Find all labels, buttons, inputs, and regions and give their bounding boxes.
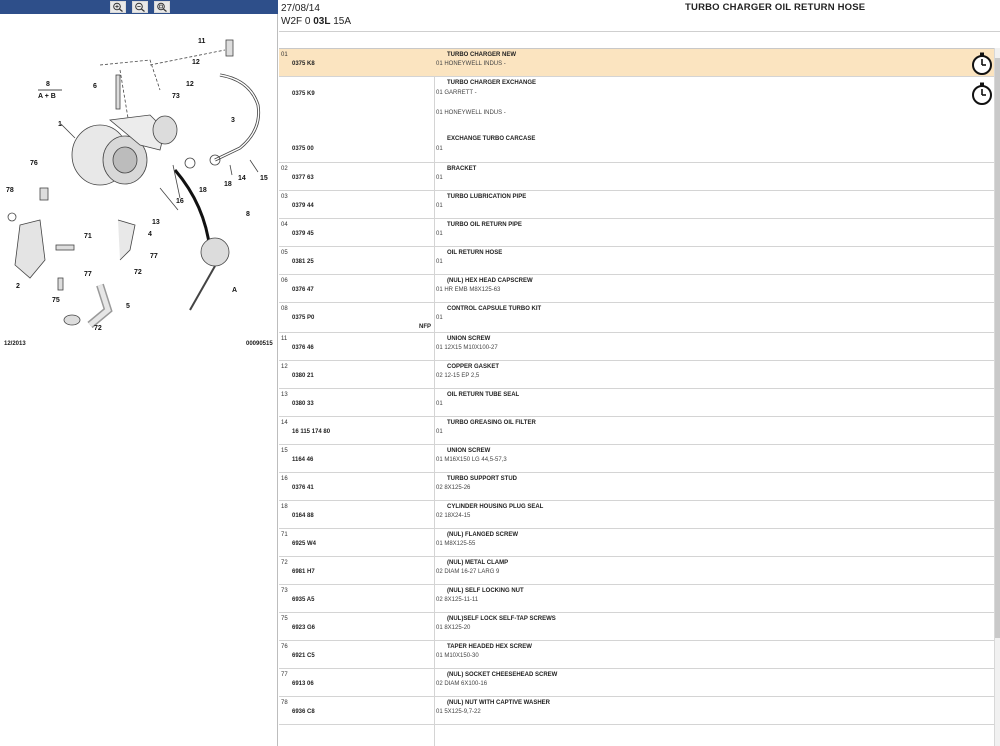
callout-77b[interactable]: 77 xyxy=(84,271,92,278)
callout-16[interactable]: 16 xyxy=(176,198,184,205)
table-row[interactable] xyxy=(279,191,994,219)
row-description: TAPER HEADED HEX SCREW xyxy=(447,644,532,650)
row-part-number-2: 0375 00 xyxy=(292,146,314,152)
row-part-number: 0376 47 xyxy=(292,287,314,293)
row-detail: 01 5X125-9,7-22 xyxy=(436,709,481,715)
row-description: (NUL) METAL CLAMP xyxy=(447,560,509,566)
vehicle-code xyxy=(281,16,351,27)
row-part-number: 16 115 174 80 xyxy=(292,429,331,435)
table-row[interactable] xyxy=(279,697,994,725)
table-row[interactable] xyxy=(279,585,994,613)
callout-18b[interactable]: 18 xyxy=(224,181,232,188)
callout-5[interactable]: 5 xyxy=(126,303,130,310)
callout-2[interactable]: 2 xyxy=(16,283,20,290)
row-ref: 15 xyxy=(281,448,288,454)
row-description: (NUL) SOCKET CHEESEHEAD SCREW xyxy=(447,672,558,678)
row-part-number: 6935 A5 xyxy=(292,597,315,603)
diagram-reference: 00090515 xyxy=(246,341,273,347)
callout-14[interactable]: 14 xyxy=(238,175,246,182)
row-ref: 16 xyxy=(281,476,288,482)
vertical-scrollbar[interactable] xyxy=(994,48,1000,746)
row-ref: 05 xyxy=(281,250,288,256)
row-detail: 01 xyxy=(436,429,443,435)
table-row[interactable] xyxy=(279,361,994,389)
callout-78[interactable]: 78 xyxy=(6,187,14,194)
row-description: UNION SCREW xyxy=(447,448,491,454)
nfp-flag: NFP xyxy=(419,324,431,330)
callout-13[interactable]: 13 xyxy=(152,219,160,226)
row-part-number: 0376 41 xyxy=(292,485,314,491)
exploded-parts-diagram[interactable] xyxy=(0,20,278,340)
row-part-number: 0375 P0 xyxy=(292,315,315,321)
row-detail-3: 01 xyxy=(436,146,443,152)
row-description: TURBO LUBRICATION PIPE xyxy=(447,194,527,200)
row-part-number: 1164 46 xyxy=(292,457,314,463)
row-ref: 14 xyxy=(281,420,288,426)
row-ref: 75 xyxy=(281,616,288,622)
row-ref: 11 xyxy=(281,336,288,342)
row-part-number: 0164 88 xyxy=(292,513,314,519)
row-ref: 78 xyxy=(281,700,288,706)
diagram-date: 12/2013 xyxy=(4,341,26,347)
table-row[interactable] xyxy=(279,275,994,303)
row-ref: 13 xyxy=(281,392,288,398)
row-detail: 01 GARRETT - xyxy=(436,90,477,96)
zoom-fit-icon xyxy=(156,2,168,12)
table-row[interactable] xyxy=(279,641,994,669)
table-row[interactable] xyxy=(279,669,994,697)
row-part-number: 6923 G6 xyxy=(292,625,316,631)
row-detail: 02 DIAM 6X100-16 xyxy=(436,681,488,687)
row-ref: 03 xyxy=(281,194,288,200)
row-ref: 73 xyxy=(281,588,288,594)
row-detail: 01 M10X150-30 xyxy=(436,653,479,659)
row-description: TURBO CHARGER EXCHANGE xyxy=(447,80,537,86)
row-ref: 72 xyxy=(281,560,288,566)
row-part-number: 0380 21 xyxy=(292,373,314,379)
row-description: TURBO GREASING OIL FILTER xyxy=(447,420,536,426)
row-part-number: 0377 63 xyxy=(292,175,314,181)
row-ref: 12 xyxy=(281,364,288,370)
table-row[interactable] xyxy=(279,613,994,641)
callout-12a[interactable]: 12 xyxy=(192,59,200,66)
table-row[interactable] xyxy=(279,303,994,333)
scrollbar-thumb[interactable] xyxy=(995,58,1000,638)
document-header xyxy=(279,0,1000,32)
callout-76[interactable]: 76 xyxy=(30,160,38,167)
row-detail: 02 DIAM 16-27 LARG 9 xyxy=(436,569,500,575)
row-detail: 01 xyxy=(436,203,443,209)
table-row[interactable] xyxy=(279,49,994,77)
row-part-number: 0375 K9 xyxy=(292,91,315,97)
row-description: (NUL) SELF LOCKING NUT xyxy=(447,588,524,594)
callout-a[interactable]: A xyxy=(232,287,238,294)
vehicle-code-bold: 03L xyxy=(313,16,331,27)
callout-4[interactable]: 4 xyxy=(148,231,152,238)
row-detail: 01 M16X150 LG 44,5-57,3 xyxy=(436,457,507,463)
vehicle-code-suffix: 15A xyxy=(333,16,352,27)
row-detail: 01 8X125-20 xyxy=(436,625,471,631)
row-description: (NUL) HEX HEAD CAPSCREW xyxy=(447,278,533,284)
row-part-number: 6981 H7 xyxy=(292,569,315,575)
row-description: (NUL) NUT WITH CAPTIVE WASHER xyxy=(447,700,550,706)
callout-73[interactable]: 73 xyxy=(172,93,180,100)
zoom-out-icon xyxy=(134,2,146,12)
table-row[interactable] xyxy=(279,501,994,529)
table-row[interactable] xyxy=(279,445,994,473)
row-detail: 01 M8X125-55 xyxy=(436,541,476,547)
row-part-number: 6921 C5 xyxy=(292,653,315,659)
row-detail: 01 xyxy=(436,231,443,237)
table-row[interactable] xyxy=(279,163,994,191)
row-description: TURBO OIL RETURN PIPE xyxy=(447,222,522,228)
row-part-number: 0375 K8 xyxy=(292,61,315,67)
stopwatch-icon[interactable] xyxy=(970,81,994,105)
row-ref: 77 xyxy=(281,672,288,678)
row-description: OIL RETURN TUBE SEAL xyxy=(447,392,520,398)
row-description: CONTROL CAPSULE TURBO KIT xyxy=(447,306,542,312)
row-detail: 02 12-15 EP 2,5 xyxy=(436,373,480,379)
row-description: (NUL) FLANGED SCREW xyxy=(447,532,518,538)
table-row[interactable] xyxy=(279,389,994,417)
row-part-number: 0379 45 xyxy=(292,231,314,237)
table-row[interactable] xyxy=(279,219,994,247)
row-detail: 02 18X24-15 xyxy=(436,513,471,519)
callout-75[interactable]: 75 xyxy=(52,297,60,304)
row-description: (NUL)SELF LOCK SELF-TAP SCREWS xyxy=(447,616,556,622)
row-part-number: 6925 W4 xyxy=(292,541,317,547)
page-title: TURBO CHARGER OIL RETURN HOSE xyxy=(685,2,866,13)
row-detail: 01 xyxy=(436,401,443,407)
row-detail: 01 xyxy=(436,175,443,181)
zoom-in-button[interactable] xyxy=(110,1,126,13)
table-row[interactable] xyxy=(279,417,994,445)
callout-15[interactable]: 15 xyxy=(260,175,268,182)
row-detail: 02 8X125-26 xyxy=(436,485,471,491)
table-row[interactable] xyxy=(279,529,994,557)
row-description: CYLINDER HOUSING PLUG SEAL xyxy=(447,504,544,510)
row-description: COPPER GASKET xyxy=(447,364,500,370)
row-part-number: 6913 06 xyxy=(292,681,314,687)
callout-8a[interactable]: 8 xyxy=(46,81,50,88)
row-detail: 01 12X15 M10X100-27 xyxy=(436,345,498,351)
row-ref: 71 xyxy=(281,532,288,538)
row-ref: 04 xyxy=(281,222,288,228)
stopwatch-icon[interactable] xyxy=(970,51,994,75)
zoom-toolbar xyxy=(0,0,278,14)
row-detail: 02 8X125-11-11 xyxy=(436,597,479,603)
table-row[interactable] xyxy=(279,473,994,501)
vehicle-code-prefix: W2F 0 xyxy=(281,16,311,27)
callout-72b[interactable]: 72 xyxy=(94,325,102,332)
row-description: UNION SCREW xyxy=(447,336,491,342)
callout-11[interactable]: 11 xyxy=(198,38,206,45)
row-part-number: 0376 46 xyxy=(292,345,314,351)
callout-1[interactable]: 1 xyxy=(58,121,62,128)
table-row[interactable] xyxy=(279,247,994,275)
row-ref: 06 xyxy=(281,278,288,284)
row-ref: 02 xyxy=(281,166,288,172)
callout-12b[interactable]: 12 xyxy=(186,81,194,88)
row-ref: 76 xyxy=(281,644,288,650)
row-ref: 08 xyxy=(281,306,288,312)
callout-a-b[interactable]: A + B xyxy=(38,93,56,100)
table-row[interactable] xyxy=(279,557,994,585)
row-detail: 01 HONEYWELL INDUS - xyxy=(436,61,506,67)
diagram-pane xyxy=(0,0,278,746)
row-detail: 01 xyxy=(436,259,443,265)
row-description-2: EXCHANGE TURBO CARCASE xyxy=(447,136,536,142)
callout-6[interactable]: 6 xyxy=(93,83,97,90)
row-detail: 01 xyxy=(436,315,443,321)
row-ref: 18 xyxy=(281,504,288,510)
callout-18a[interactable]: 18 xyxy=(199,187,207,194)
row-detail: 01 HR EMB M8X125-63 xyxy=(436,287,501,293)
table-row[interactable] xyxy=(279,333,994,361)
row-detail-2: 01 HONEYWELL INDUS - xyxy=(436,110,506,116)
zoom-out-button[interactable] xyxy=(132,1,148,13)
row-ref: 01 xyxy=(281,52,288,58)
row-part-number: 0381 25 xyxy=(292,259,314,265)
row-part-number: 6936 C8 xyxy=(292,709,315,715)
row-part-number: 0380 33 xyxy=(292,401,314,407)
row-description: BRACKET xyxy=(447,166,477,172)
zoom-fit-button[interactable] xyxy=(154,1,170,13)
callout-77a[interactable]: 77 xyxy=(150,253,158,260)
callout-72a[interactable]: 72 xyxy=(134,269,142,276)
callout-3[interactable]: 3 xyxy=(231,117,235,124)
row-description: OIL RETURN HOSE xyxy=(447,250,503,256)
parts-table xyxy=(279,48,994,746)
table-row[interactable] xyxy=(279,77,994,163)
header-date: 27/08/14 xyxy=(281,3,320,14)
row-description: TURBO SUPPORT STUD xyxy=(447,476,518,482)
zoom-in-icon xyxy=(112,2,124,12)
row-part-number: 0379 44 xyxy=(292,203,314,209)
row-description: TURBO CHARGER NEW xyxy=(447,52,516,58)
callout-71[interactable]: 71 xyxy=(84,233,92,240)
callout-8b[interactable]: 8 xyxy=(246,211,250,218)
